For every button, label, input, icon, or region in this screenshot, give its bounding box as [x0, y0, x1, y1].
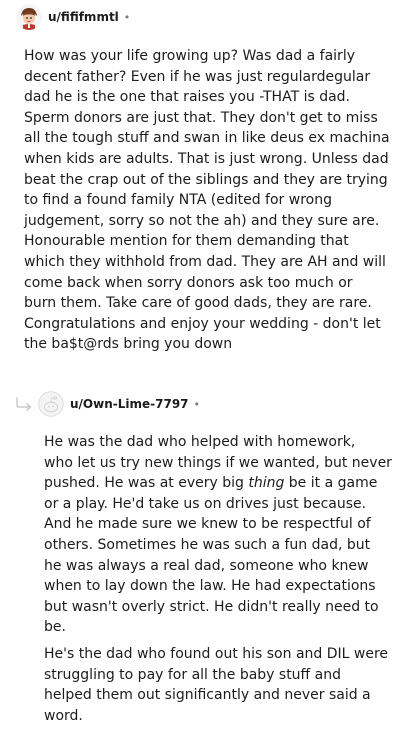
- reply-paragraph-2: [44, 644, 389, 726]
- comment-line: when kids are adults. That is just wrong. Unless dad: [24, 150, 389, 167]
- emphasis-thing: thing: [248, 475, 285, 492]
- comment-line: Honourable mention for them demanding that: [24, 233, 349, 250]
- separator-dot: •: [193, 397, 201, 411]
- reply-header: [38, 390, 200, 418]
- reply-arrow-icon: [14, 396, 36, 412]
- comment-line: judgement, sorry so not the ah) and they sure are.: [24, 212, 380, 229]
- reply-line: word.: [44, 707, 83, 724]
- comment-line: the ba$t@rds bring you down: [24, 336, 233, 353]
- reply-paragraph-1: [44, 432, 392, 638]
- reply-line: [44, 473, 384, 494]
- comment-line: Congratulations and enjoy your wedding - don't let: [24, 315, 381, 332]
- reply-line: He was the dad who helped with homework,: [44, 434, 356, 450]
- comment-line: to find a found family NTA (edited for wrong: [24, 192, 332, 209]
- comment-line: How was your life growing up? Was dad a fairly: [24, 48, 355, 64]
- comment-line: all the tough stuff and swan in like deus ex machina: [24, 130, 390, 147]
- reply-line: struggling to pay for all the baby stuff and: [44, 666, 341, 683]
- reply-line: who let us try new things if we wanted, but never: [44, 454, 392, 471]
- reply-line: be.: [44, 619, 66, 636]
- reply-line: And he made sure we knew to be respectful of: [44, 516, 371, 533]
- comment-line: burn them. Take care of good dads, they are rare.: [24, 295, 372, 312]
- comment-body: [24, 46, 390, 355]
- comment-header: [16, 3, 130, 31]
- comment-line: beat the crap out of the siblings and they are trying: [24, 171, 388, 188]
- reply-line: he was always a real dad, someone who knew: [44, 557, 369, 574]
- default-avatar-icon[interactable]: [38, 391, 64, 417]
- reply-line-text: pushed. He was at every big: [44, 475, 249, 492]
- comment-username[interactable]: u/fififmmtl: [48, 10, 119, 24]
- reply-line: or a play. He'd take us on drives just because.: [44, 495, 367, 512]
- user-avatar-icon[interactable]: [16, 4, 42, 30]
- comment-line: dad he is the one that raises you -THAT is dad.: [24, 89, 351, 106]
- reply-line: but wasn't overly strict. He didn't really need to: [44, 598, 379, 615]
- reply-username[interactable]: u/Own-Lime-7797: [70, 397, 189, 411]
- reply-line: helped them out significantly and never said a: [44, 687, 371, 704]
- reply-line: others. Sometimes he was such a fun dad, but: [44, 536, 371, 553]
- reply-line-text: be it a game: [284, 475, 378, 492]
- reply-line: He's the dad who found out his son and DIL were: [44, 646, 389, 662]
- comment-line: come back when sorry donors ask too much or: [24, 274, 353, 291]
- comment-line: Sperm donors are just that. They don't get to miss: [24, 109, 378, 126]
- comment-line: which they withhold from dad. They are AH and will: [24, 253, 386, 270]
- separator-dot: •: [123, 10, 131, 24]
- reply-line: when to lay down the law. He had expectations: [44, 578, 376, 595]
- comment-line: decent father? Even if he was just regulardegular: [24, 68, 371, 85]
